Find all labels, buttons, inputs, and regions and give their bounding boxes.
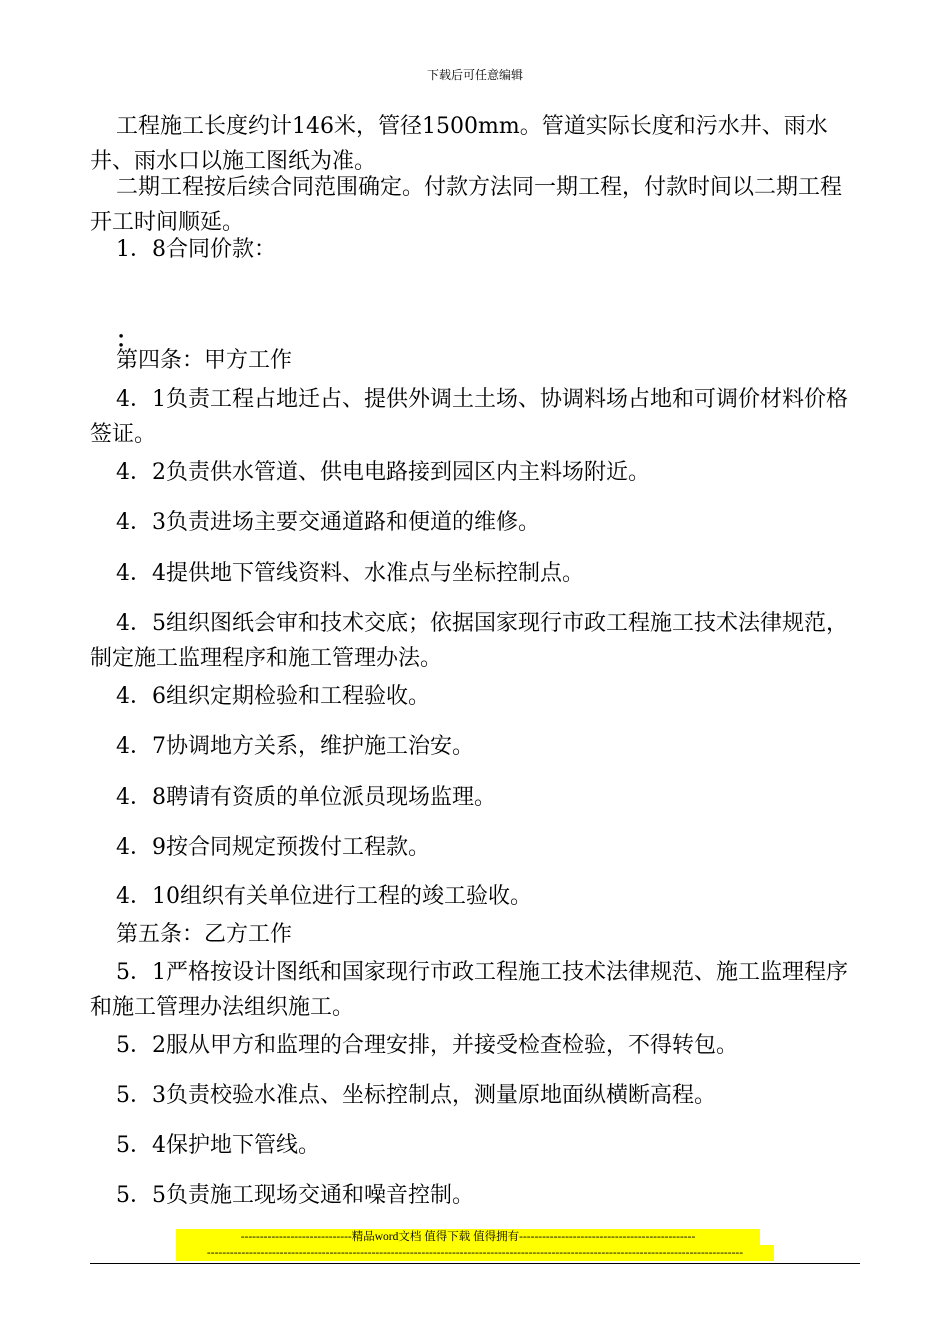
- header-note: 下载后可任意编辑: [426, 68, 523, 82]
- paragraph-contract-price: 1．8合同价款：: [116, 237, 276, 262]
- clause-5-3: 5．3负责校验水准点、坐标控制点，测量原地面纵横断高程。: [116, 1083, 716, 1108]
- clause-5-1: 5．1严格按设计图纸和国家现行市政工程施工技术法律规范、施工监理程序和施工管理办法组织施工。: [90, 960, 848, 1020]
- clause-4-8: 4．8聘请有资质的单位派员现场监理。: [116, 785, 496, 810]
- clause-5-4: 5．4保护地下管线。: [116, 1133, 320, 1158]
- section-heading-5: 第五条：乙方工作: [116, 922, 293, 947]
- clause-4-3: 4．3负责进场主要交通道路和便道的维修。: [116, 510, 540, 535]
- clause-4-4: 4．4提供地下管线资料、水准点与坐标控制点。: [116, 561, 584, 586]
- paragraph-length: 工程施工长度约计146米，管径1500mm。管道实际长度和污水井、雨水井、雨水口以施工图纸为准。: [90, 114, 828, 174]
- section-heading-4: 第四条：甲方工作: [116, 348, 293, 373]
- clause-4-1: 4．1负责工程占地迁占、提供外调土土场、协调料场占地和可调价材料价格签证。: [90, 387, 848, 447]
- footer-watermark-line: -----------------------------精品word文档 值得下载 值得拥有----------------------------------------------: [176, 1229, 760, 1245]
- footer-dash-line: --------------------------------------------------------------------------------------------------------------------------------------------: [176, 1245, 774, 1261]
- paragraph-phase-two: 二期工程按后续合同范围确定。付款方法同一期工程，付款时间以二期工程开工时间顺延。: [90, 175, 843, 235]
- footer-rule: [90, 1263, 860, 1264]
- clause-4-7: 4．7协调地方关系，维护施工治安。: [116, 734, 474, 759]
- clause-4-2: 4．2负责供水管道、供电电路接到园区内主料场附近。: [116, 460, 650, 485]
- clause-4-9: 4．9按合同规定预拨付工程款。: [116, 835, 430, 860]
- clause-4-10: 4．10组织有关单位进行工程的竣工验收。: [116, 884, 532, 909]
- stray-mark: ：: [116, 327, 139, 353]
- clause-5-2: 5．2服从甲方和监理的合理安排，并接受检查检验，不得转包。: [116, 1033, 738, 1058]
- clause-4-6: 4．6组织定期检验和工程验收。: [116, 684, 430, 709]
- clause-5-5: 5．5负责施工现场交通和噪音控制。: [116, 1183, 474, 1208]
- clause-4-5: 4．5组织图纸会审和技术交底；依据国家现行市政工程施工技术法律规范，制定施工监理程序和施工管理办法。: [90, 611, 848, 671]
